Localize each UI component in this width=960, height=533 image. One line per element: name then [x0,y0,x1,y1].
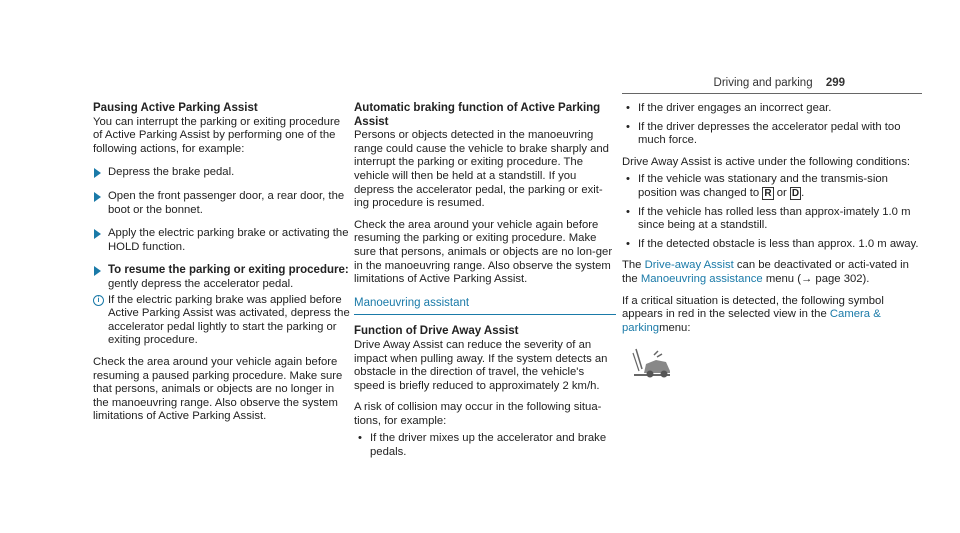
column-3 [622,102,922,390]
subsection-heading: Manoeuvring assistant [354,297,616,316]
bullet-list [622,102,922,148]
step-arrow-icon [94,266,101,276]
text: menu: [659,321,691,334]
drive-away-assist-link[interactable]: Drive-away Assist [644,259,734,272]
body-paragraph: Drive Away Assist can reduce the severity of an impact when pulling away. If the system detects an obstacle in the direction of travel, the vehicle's speed is briefly reduced to approximately 2 km/h. [354,338,608,392]
step-item [93,227,351,254]
step-arrow-icon [94,192,101,202]
column-1 [93,102,351,432]
list-item: • If the detected obstacle is less than approx. 1.0 m away. [622,238,922,252]
column-2 [354,102,616,468]
info-note [93,294,351,348]
step-text: Open the front passenger door, a rear door, the boot or the bonnet. [108,189,345,216]
list-item [622,173,922,200]
step-arrow-icon [94,229,101,239]
gear-d-key: D [791,187,800,199]
or-text: or [776,186,787,199]
bullet-list [622,173,922,251]
step-arrow-icon [94,168,101,178]
section-heading: Pausing Active Parking Assist [93,102,258,114]
body-paragraph: Persons or objects detected in the manoeuvring range could cause the vehicle to brake sharply and interrupt the parking or exiting procedure. The vehicle will then be held at a standstill. If you depress the accelerator pedal, the parking or exit-ing procedure is resumed. [354,129,609,210]
info-icon: i [93,295,104,306]
text: can be deactivated or acti-vated in the [622,259,909,285]
step-item [93,264,351,291]
step-item [93,190,351,217]
list-item: • If the vehicle has rolled less than approx-imately 1.0 m since being at a standstill. [622,206,922,233]
bullet-list [354,432,616,459]
condition-text: If the vehicle was stationary and the transmis-sion position was changed to [638,173,888,199]
page-number: 299 [825,77,845,89]
step-text: gently depress the accelerator pedal. [108,277,294,290]
body-paragraph: Drive Away Assist is active under the following conditions: [622,155,911,168]
camera-parking-link[interactable]: Camera & parking [622,308,881,334]
body-paragraph: Check the area around your vehicle again before resuming a paused parking procedure. Make sure that persons, animals or objects are no longer in the manoeuvring range. Also observe the system limitations of Active Parking Assist. [93,355,343,423]
manoeuvring-assistance-link[interactable]: Manoeuvring assistance [640,272,763,285]
section-heading: Function of Drive Away Assist [354,325,519,338]
section-title: Driving and parking [713,77,813,89]
body-paragraph: A risk of collision may occur in the following situa-tions, for example: [354,401,602,427]
header-divider [622,93,922,94]
text: If a critical situation is detected, the following symbol appears in red in the selected view in the [622,294,884,321]
list-item: • If the driver engages an incorrect gear. [622,102,922,116]
body-paragraph: Check the area around your vehicle again before resuming the parking or exiting procedure. Make sure that persons, animals or objects are no lon-ger in the manoeuvring range. Also observe the system limitations of Active Parking Assist. [354,218,613,286]
list-item: • If the driver mixes up the accelerator and brake pedals. [354,432,616,459]
list-item: • If the driver depresses the accelerator pedal with too much force. [622,121,922,148]
page-header [714,77,845,89]
section-heading: Automatic braking function of Active Parking Assist [354,102,601,128]
note-text: If the electric parking brake was applied before Active Parking Assist was activated, depress the accelerator pedal lightly to start the parking or exiting procedure. [108,293,350,347]
step-text: Apply the electric parking brake or activating the HOLD function. [108,227,349,253]
body-paragraph [622,259,922,286]
period: . [801,186,805,199]
step-item [93,166,351,180]
text: menu (→ page 302). [765,272,870,285]
step-bold-text: To resume the parking or exiting procedure: [108,264,349,277]
body-paragraph [622,295,922,336]
collision-warning-icon [630,345,922,390]
gear-r-key: R [764,187,772,199]
text: The [622,259,642,272]
step-text: Depress the brake pedal. [108,166,235,179]
intro-text: You can interrupt the parking or exiting procedure of Active Parking Assist by performing one of the following actions, for example: [93,115,341,155]
